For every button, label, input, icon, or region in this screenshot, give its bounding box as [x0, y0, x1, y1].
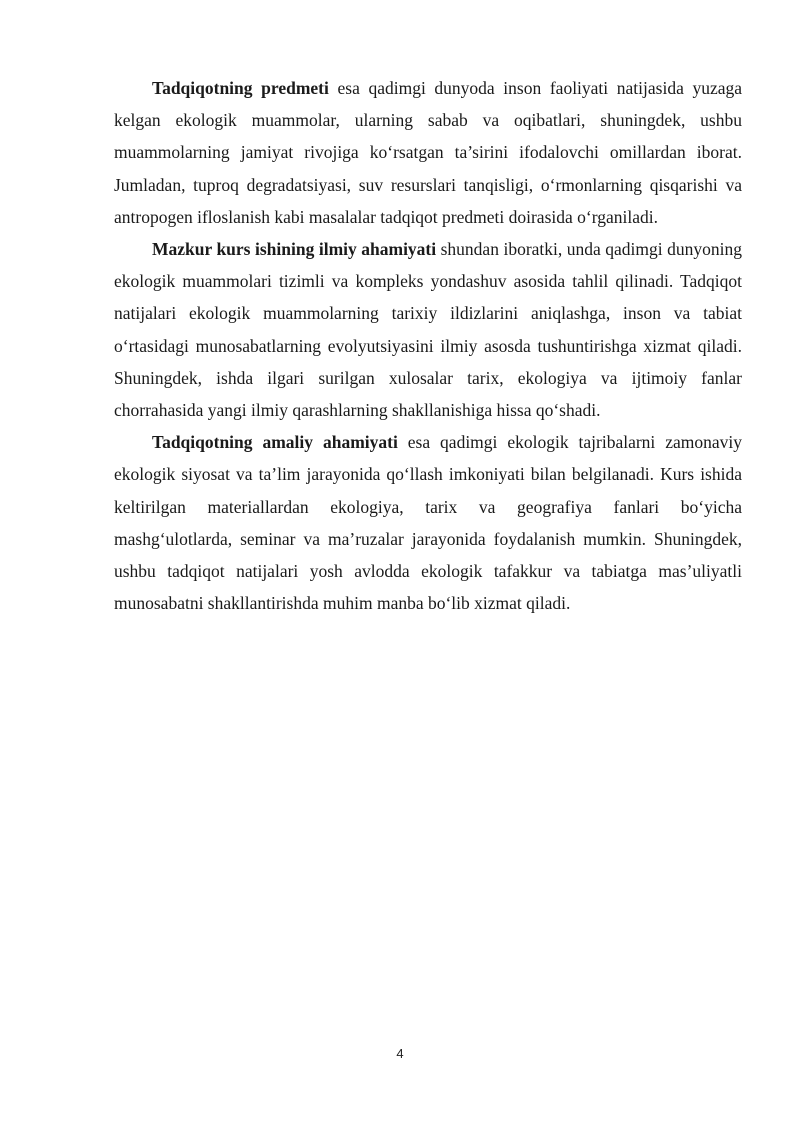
paragraph-subject	[114, 72, 742, 233]
paragraph-scientific-significance	[114, 233, 742, 426]
paragraph-text: shundan iboratki, unda qadimgi dunyoning ekologik muammolari tizimli va kompleks yondashuv asosida tahlil qilinadi. Tadqiqot natijalari ekologik muammolarning tarixiy ildizlarini aniqlashga, inson va tabiat o‘rtasidagi munosabatlarning evolyutsiyasini ilmiy asosda tushuntirishga xizmat qiladi. Shuningdek, ishda ilgari surilgan xulosalar tarix, ekologiya va ijtimoiy fanlar chorrahasida yangi ilmiy qarashlarning shakllanishiga hissa qo‘shadi.	[114, 239, 742, 421]
document-body	[114, 72, 742, 619]
paragraph-practical-significance	[114, 426, 742, 619]
paragraph-lead: Tadqiqotning predmeti	[152, 78, 329, 98]
page-number: 4	[396, 1046, 404, 1061]
paragraph-lead: Tadqiqotning amaliy ahamiyati	[152, 432, 398, 453]
paragraph-text: esa qadimgi dunyoda inson faoliyati natijasida yuzaga kelgan ekologik muammolar, ularning sabab va oqibatlari, shuningdek, ushbu muammolarning jamiyat rivojiga ko‘rsatgan ta’sirini ifodalovchi omillardan iborat. Jumladan, tuproq degradatsiyasi, suv resurslari tanqisligi, o‘rmonlarning qisqarishi va antropogen ifloslanish kabi masalalar tadqiqot predmeti doirasida o‘rganiladi.	[114, 78, 743, 227]
paragraph-text: esa qadimgi ekologik tajribalarni zamonaviy ekologik siyosat va ta’lim jarayonida qo‘llash imkoniyati bilan belgilanadi. Kurs ishida keltirilgan materiallardan ekologiya, tarix va geografiya fanlari bo‘yicha mashg‘ulotlarda, seminar va ma’ruzalar jarayonida foydalanish mumkin. Shuningdek, ushbu tadqiqot natijalari yosh avlodda ekologik tafakkur va tabiatga mas’uliyatli munosabatni shakllantirishda muhim manba bo‘lib xizmat qiladi.	[114, 432, 742, 614]
paragraph-lead: Mazkur kurs ishining ilmiy ahamiyati	[152, 239, 437, 260]
